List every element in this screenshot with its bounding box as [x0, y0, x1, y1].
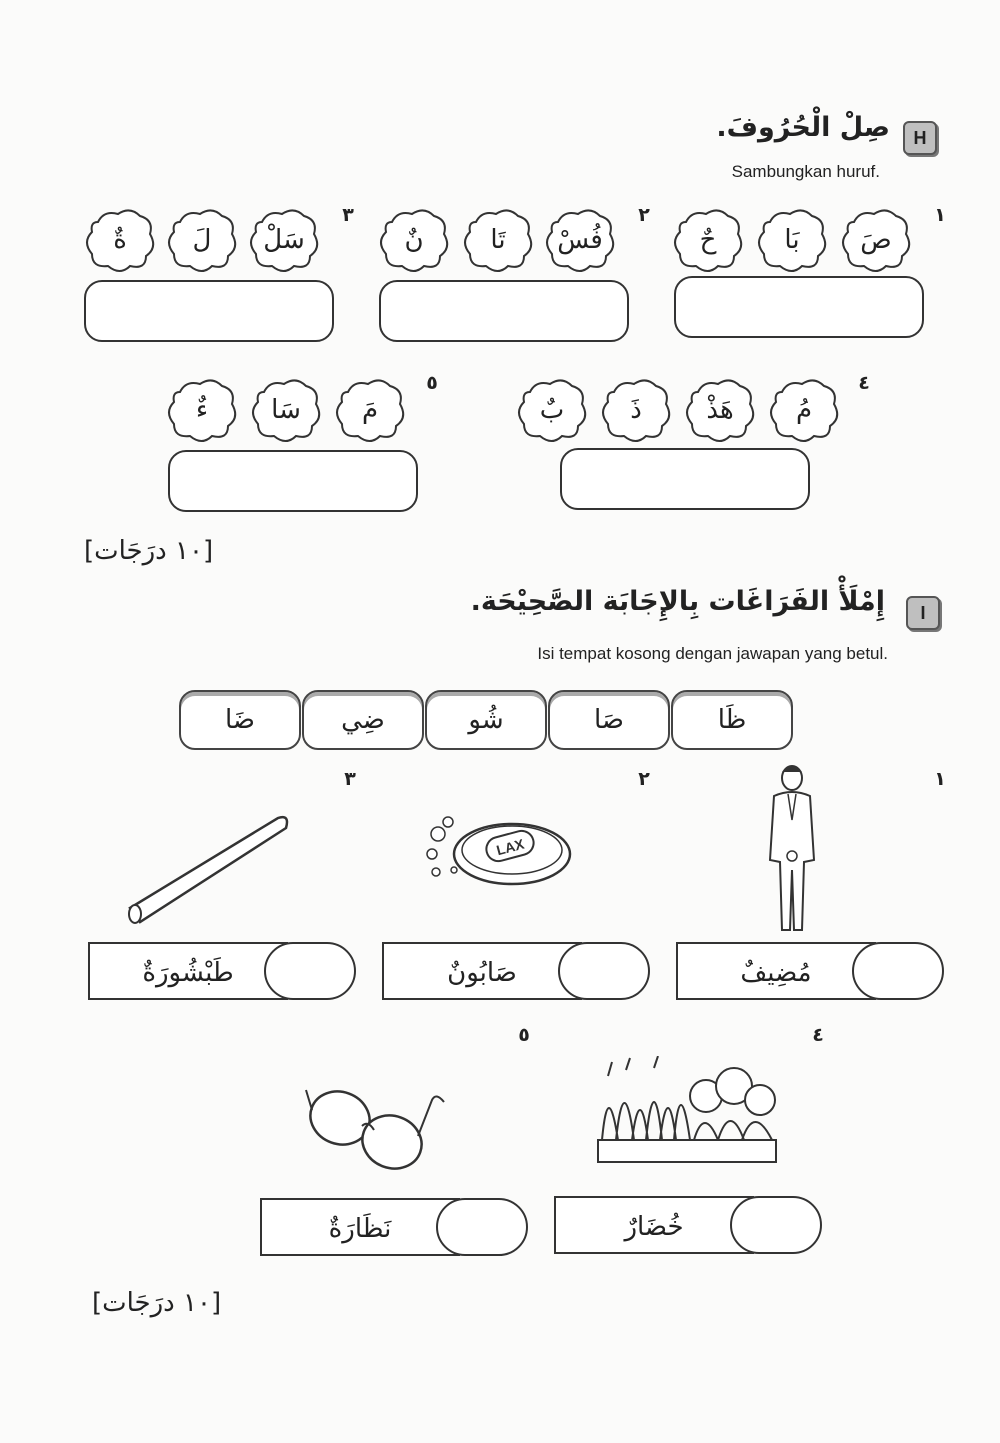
- item-number: ١: [934, 204, 946, 226]
- item-number: ٣: [342, 204, 354, 226]
- blank-answer-oval[interactable]: [264, 942, 356, 1000]
- letter-cloud: [250, 374, 322, 450]
- letter-syllable: فُسْ: [557, 225, 603, 255]
- glasses-illustration: [300, 1080, 450, 1180]
- word-box-3: [88, 942, 356, 1000]
- item-number: ٥: [426, 372, 438, 394]
- letter-syllable: سَلْ: [263, 225, 305, 255]
- item-number: ٥: [518, 1024, 530, 1046]
- letter-syllable: ةٌ: [113, 225, 127, 255]
- letter-syllable: بٌ: [539, 395, 565, 425]
- section-h-marks: [١٠ درَجَات]: [84, 536, 214, 566]
- blank-answer-oval[interactable]: [852, 942, 944, 1000]
- letter-cloud: [756, 204, 828, 280]
- section-i-marks: [١٠ درَجَات]: [92, 1288, 222, 1318]
- word-text: مُضِيفٌ: [676, 942, 876, 1000]
- section-i-title: إِمْلَأْ الفَرَاغَات بِالإِجَابَة الصَّحِيْحَة.: [470, 586, 885, 617]
- section-i-badge: I: [906, 596, 940, 630]
- blank-answer-oval[interactable]: [436, 1198, 528, 1256]
- item-number: ٢: [638, 204, 650, 226]
- section-h-subtitle: Sambungkan huruf.: [731, 162, 880, 181]
- vegetables-illustration: [594, 1056, 780, 1166]
- section-h-badge: H: [903, 121, 937, 155]
- letter-syllable: هَذْ: [706, 395, 734, 425]
- letter-syllable: تَا: [490, 225, 506, 255]
- option-tile[interactable]: صَا: [548, 690, 670, 750]
- word-text: خُضَارٌ: [554, 1196, 754, 1254]
- word-box-4: [554, 1196, 822, 1254]
- letter-cloud: [462, 204, 534, 280]
- word-text: صَابُونٌ: [382, 942, 582, 1000]
- answer-box-1[interactable]: [674, 276, 924, 338]
- item-number: ٢: [638, 768, 650, 790]
- letter-cloud: [248, 204, 320, 280]
- answer-box-5[interactable]: [168, 450, 418, 512]
- answer-box-2[interactable]: [379, 280, 629, 342]
- letter-cloud: [84, 204, 156, 280]
- letter-syllable: سَا: [271, 395, 301, 425]
- word-box-5: [260, 1198, 528, 1256]
- section-i-subtitle: Isi tempat kosong dengan jawapan yang betul.: [537, 644, 888, 663]
- letter-cloud: [516, 374, 588, 450]
- letter-syllable: ءٌ: [195, 395, 209, 425]
- letter-cloud: [840, 204, 912, 280]
- option-tile[interactable]: شُو: [425, 690, 547, 750]
- item-number: ٤: [812, 1024, 824, 1046]
- section-h-title: صِلْ الْحُرُوفَ.: [716, 112, 890, 143]
- option-tile[interactable]: ظَا: [671, 690, 793, 750]
- item-number: ٣: [344, 768, 356, 790]
- letter-cloud: [378, 204, 450, 280]
- letter-cloud: [166, 374, 238, 450]
- answer-box-4[interactable]: [560, 448, 810, 510]
- letter-cloud: [166, 204, 238, 280]
- letter-cloud: [672, 204, 744, 280]
- option-tile[interactable]: ضِي: [302, 690, 424, 750]
- option-tile[interactable]: ضَا: [179, 690, 301, 750]
- letter-syllable: مُ: [795, 395, 813, 425]
- letter-syllable: ذَ: [630, 395, 642, 425]
- item-number: ٤: [858, 372, 870, 394]
- letter-syllable: حٌ: [699, 225, 717, 255]
- letter-syllable: لَ: [192, 225, 212, 255]
- word-box-2: [382, 942, 650, 1000]
- word-text: نَظَارَةٌ: [260, 1198, 460, 1256]
- soap-illustration: [424, 812, 574, 888]
- item-number: ١: [934, 768, 946, 790]
- blank-answer-oval[interactable]: [730, 1196, 822, 1254]
- letter-cloud: [334, 374, 406, 450]
- chalk-illustration: [120, 808, 296, 930]
- letter-syllable: مَ: [361, 395, 379, 425]
- letter-cloud: [544, 204, 616, 280]
- letter-syllable: صَ: [860, 225, 892, 255]
- soap-label: LAX: [494, 835, 526, 859]
- man-illustration: [760, 760, 824, 932]
- blank-answer-oval[interactable]: [558, 942, 650, 1000]
- word-text: طَبْشُورَةٌ: [88, 942, 288, 1000]
- letter-syllable: بَا: [784, 225, 800, 255]
- word-box-1: [676, 942, 944, 1000]
- letter-cloud: [600, 374, 672, 450]
- letter-cloud: [768, 374, 840, 450]
- letter-cloud: [684, 374, 756, 450]
- letter-syllable: نٌ: [404, 225, 424, 255]
- answer-box-3[interactable]: [84, 280, 334, 342]
